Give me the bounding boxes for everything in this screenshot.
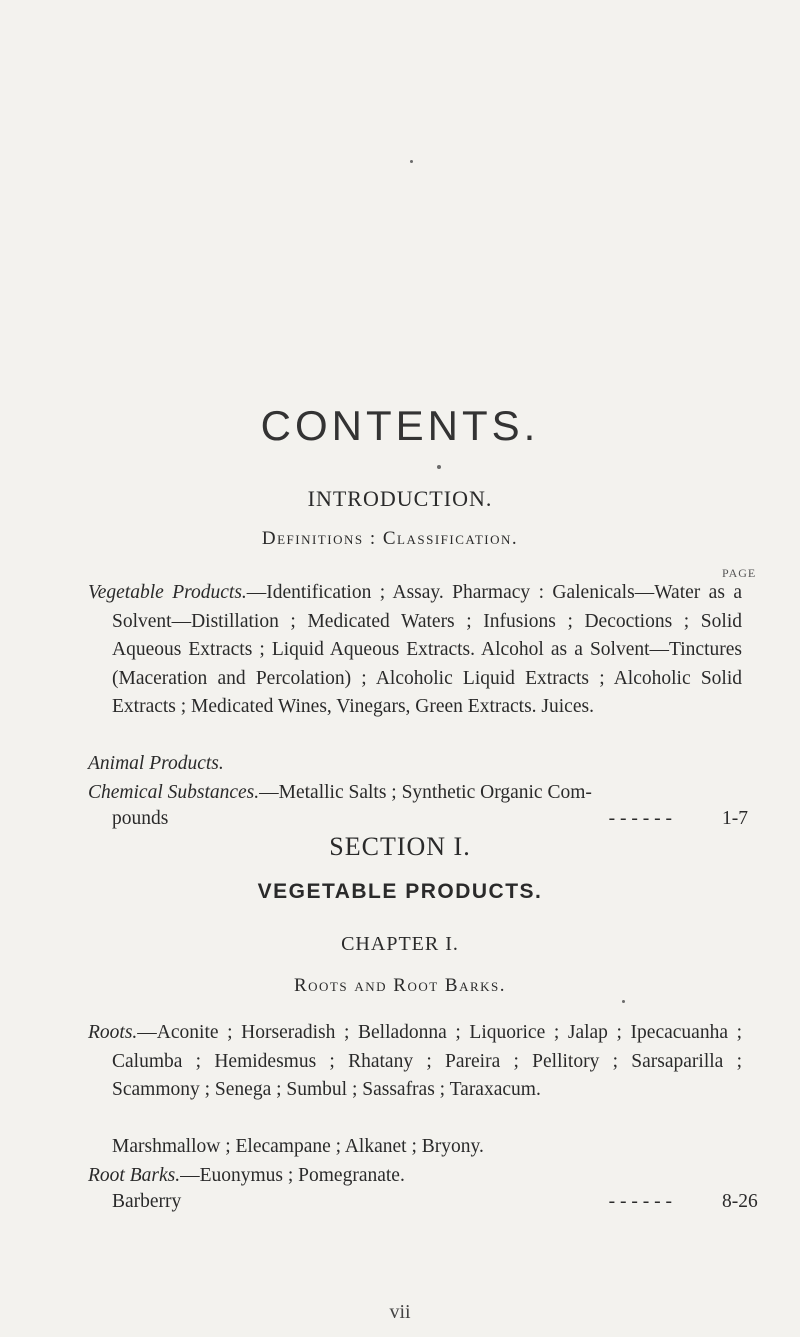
section-leaders: - - - - - - — [608, 1191, 672, 1212]
contents-heading: CONTENTS. — [260, 402, 540, 449]
section-title: SECTION I. — [329, 832, 471, 861]
section-page-range: 8-26 — [722, 1191, 758, 1212]
intro-page-range: 1-7 — [722, 808, 748, 829]
roots-second-paragraph: Marshmallow ; Elecampane ; Alkanet ; Bryony. — [112, 1136, 484, 1157]
introduction-heading: INTRODUCTION. — [307, 486, 493, 511]
root-barks-text: —Euonymus ; Pomegranate. — [180, 1165, 405, 1186]
vegetable-products-lead: Vegetable Products. — [88, 582, 247, 603]
vegetable-products-text: —Identification ; Assay. Pharmacy : Galenicals—Water as a Solvent—Distillation ; Medicated Waters ; Infusions ; Decoctions ; Solid Aqueous Extracts ; Liquid Aqueous Extracts. Alcohol as a Solvent—Tinctures (Maceration and Percolation) ; Alcoholic Liquid Extracts ; Alcoholic Solid Extracts ; Medicated Wines, Vinegars, Green Extracts. Juices. — [112, 582, 742, 717]
paper-speck — [622, 1000, 625, 1003]
intro-paragraph-chemical — [88, 779, 718, 808]
root-barks-lead: Root Barks. — [88, 1165, 181, 1186]
page-numeral: vii — [389, 1301, 411, 1323]
barberry-word: Barberry — [112, 1191, 182, 1212]
intro-paragraph-vegetable — [88, 579, 742, 722]
definitions-subheading: Definitions : Classification. — [261, 528, 519, 549]
chemical-substances-text: —Metallic Salts ; Synthetic Organic Com- — [259, 782, 592, 803]
root-barks-paragraph — [88, 1162, 718, 1191]
part-title: VEGETABLE PRODUCTS. — [257, 880, 543, 903]
roots-paragraph — [88, 1019, 742, 1105]
roots-lead: Roots. — [88, 1022, 138, 1043]
chapter-title: CHAPTER I. — [341, 933, 459, 955]
intro-last-word: pounds — [112, 808, 169, 829]
section-last-line — [112, 1191, 672, 1213]
intro-leaders: - - - - - - — [608, 808, 672, 829]
roots-text: —Aconite ; Horseradish ; Belladonna ; Liquorice ; Jalap ; Ipecacuanha ; Calumba ; Hemidesmus ; Rhatany ; Pareira ; Pellitory ; Sarsaparilla ; Scammony ; Senega ; Sumbul ; Sassafras ; Taraxacum. — [112, 1022, 742, 1100]
page-column-label: PAGE — [722, 566, 757, 580]
chapter-subtitle: Roots and Root Barks. — [293, 975, 507, 996]
paper-speck — [437, 465, 441, 469]
paper-speck — [410, 160, 413, 163]
intro-paragraph-animal — [88, 750, 718, 779]
chemical-substances-lead: Chemical Substances. — [88, 782, 260, 803]
animal-products-lead: Animal Products. — [88, 753, 224, 774]
intro-last-line — [112, 808, 672, 830]
